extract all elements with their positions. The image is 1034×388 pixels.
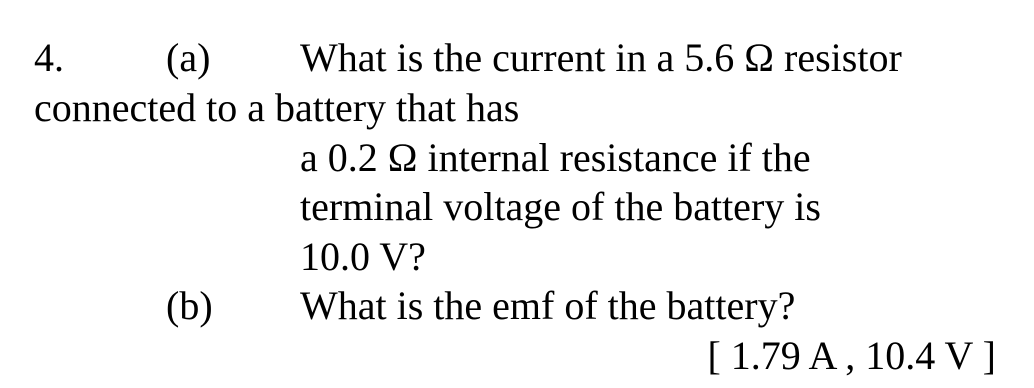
question-number: 4. bbox=[34, 35, 64, 80]
part-a-label: (a) bbox=[166, 35, 211, 80]
part-a-line-1: What is the current in a 5.6 Ω resistor bbox=[300, 35, 902, 80]
part-a-line-4: terminal voltage of the battery is bbox=[300, 184, 821, 229]
part-a-line-2: connected to a battery that has bbox=[34, 85, 520, 130]
part-b-text: What is the emf of the battery? bbox=[300, 283, 796, 328]
part-b-label: (b) bbox=[166, 283, 213, 328]
answer-text: [ 1.79 A , 10.4 V ] bbox=[707, 333, 996, 378]
part-a-line-3: a 0.2 Ω internal resistance if the bbox=[300, 135, 811, 180]
part-a-line-5: 10.0 V? bbox=[300, 234, 426, 279]
